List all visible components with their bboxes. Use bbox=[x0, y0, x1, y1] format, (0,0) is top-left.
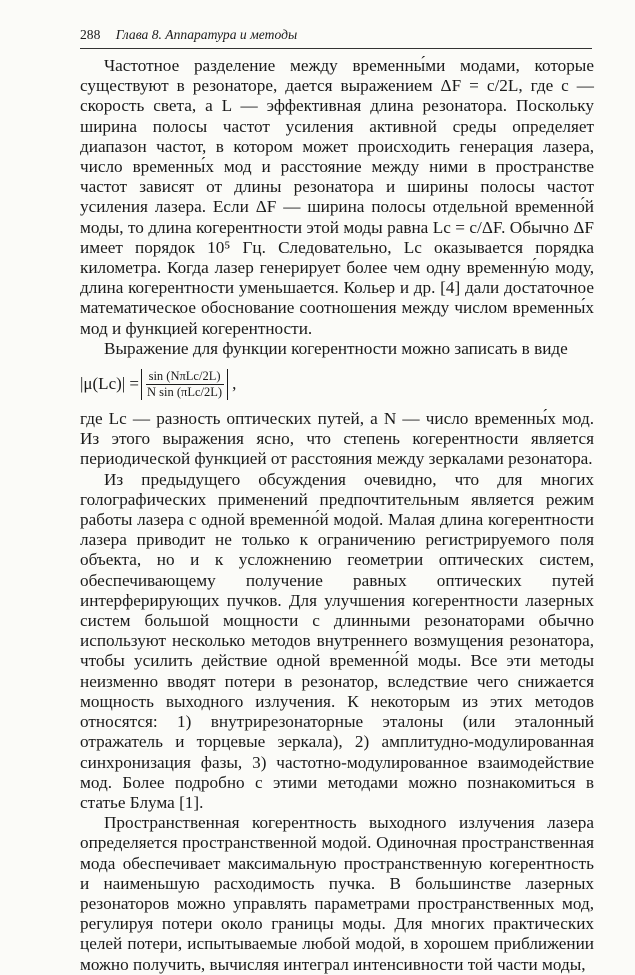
running-header bbox=[80, 27, 592, 43]
page-body bbox=[80, 56, 594, 975]
formula-lhs: |μ(Lc)| = bbox=[80, 373, 140, 393]
paragraph-4: Из предыдущего обсуждения очевидно, что для многих голографических применений предпочтительным является режим работы лазера с одной временно́й модой. Малая длина когерентности лазера приводит не только к ограничению регистрируемого поля объекта, но и к усложнению геометрии оптических систем, обеспечивающему получение равных оптических путей интерферирующих пучков. Для улучшения когерентности лазерных систем большой мощности с длинными резонаторами обычно используют несколько методов внутреннего возмущения резонатора, чтобы усилить действие одной временно́й моды. Все эти методы неизменно вводят потери в резонатор, вследствие чего снижается мощность выходного излучения. К некоторым из этих методов относятся: 1) внутрирезонаторные эталоны (или эталонный отражатель и торцевые зеркала), 2) амплитудно-модулированная синхронизация фазы, 3) частотно-модулированное взаимодействие мод. Более подробно с этими методами можно познакомиться в статье Блума [1]. bbox=[80, 469, 594, 812]
paragraph-2: Выражение для функции когерентности можно записать в виде bbox=[104, 338, 568, 358]
header-rule bbox=[80, 48, 592, 49]
coherence-formula bbox=[80, 361, 594, 407]
paragraph-1: Частотное разделение между временны́ми модами, которые существуют в резонаторе, дается выражением ΔF = c/2L, где c — скорость света, а L — эффективная длина резонатора. Поскольку ширина полосы частот усиления активной среды определяет диапазон частот, в котором может происходить генерация лазера, число временны́х мод и расстояние между ними в пространстве частот зависят от длины резонатора и ширины полосы частот усиления лазера. Если ΔF — ширина полосы отдельной временно́й моды, то длина когерентности этой моды равна Lc = c/ΔF. Обычно ΔF имеет порядок 10⁵ Гц. Следовательно, Lc оказывается порядка километра. Когда лазер генерирует более чем одну временну́ю моду, длина когерентности уменьшается. Кольер и др. [4] дали достаточное математическое обоснование соотношения между числом временны́х мод и функцией когерентности. bbox=[80, 56, 594, 338]
formula-numerator: sin (NπLc/2L) bbox=[146, 369, 224, 385]
formula-tail: , bbox=[232, 373, 237, 393]
formula-fraction bbox=[141, 369, 228, 400]
page-number: 288 bbox=[80, 27, 101, 42]
formula-denominator: N sin (πLc/2L) bbox=[147, 384, 223, 399]
chapter-title: Глава 8. Аппаратура и методы bbox=[115, 27, 298, 42]
paragraph-3: где Lc — разность оптических путей, а N — число временны́х мод. Из этого выражения ясно, что степень когерентности является периодической функцией от расстояния между зеркалами резонатора. bbox=[80, 409, 594, 469]
paragraph-5: Пространственная когерентность выходного излучения лазера определяется пространственной модой. Одиночная пространственная мода обеспечивает максимальную пространственную когерентность и наименьшую расходимость пучка. В большинстве лазерных резонаторов можно управлять параметрами пространственных мод, регулируя потери около границы моды. Для многих практических целей потери, испытываемые любой модой, в хорошем приближении можно получить, вычисляя интеграл интенсивности той части моды, bbox=[80, 813, 594, 974]
